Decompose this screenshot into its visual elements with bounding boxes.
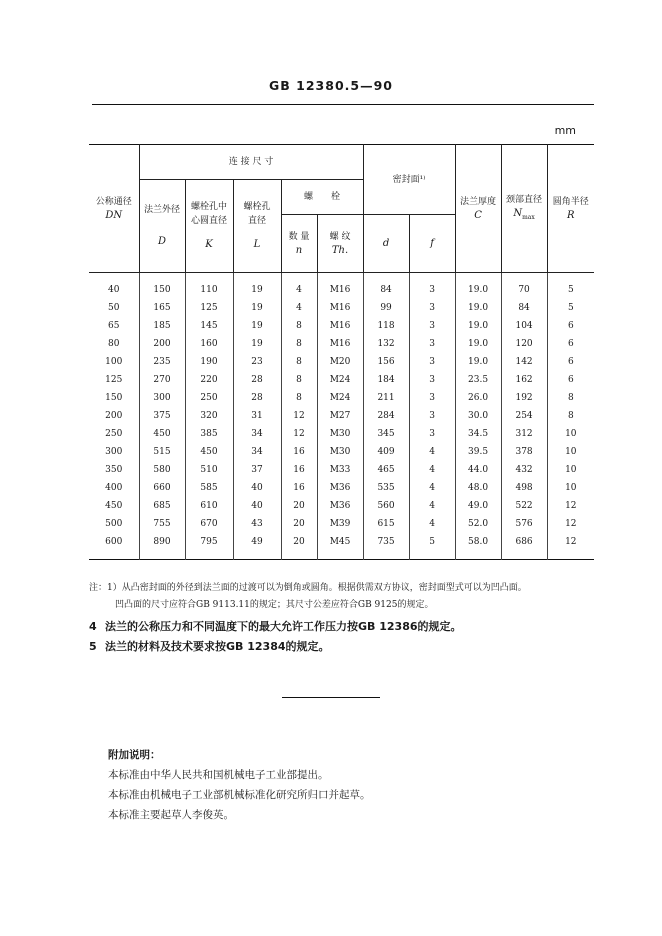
table-cell: 235 (139, 353, 185, 371)
table-row (89, 461, 594, 479)
clause-4: 4 法兰的公称压力和不同温度下的最大允许工作压力按GB 12386的规定。 (89, 620, 462, 633)
table-row (89, 533, 594, 560)
table-cell: M30 (317, 425, 363, 443)
table-cell: 610 (185, 497, 233, 515)
table-cell: 8 (281, 353, 317, 371)
table-cell: 44.0 (455, 461, 501, 479)
table-cell: 409 (363, 443, 409, 461)
table-cell: 670 (185, 515, 233, 533)
header-flange-thickness: 法兰厚度 C (455, 145, 501, 273)
table-cell: 19 (233, 317, 281, 335)
unit-label: mm (554, 124, 576, 137)
table-cell: 150 (105, 393, 123, 403)
table-cell: 20 (281, 497, 317, 515)
table-cell: 515 (139, 443, 185, 461)
table-cell: 19.0 (455, 353, 501, 371)
table-cell: 23 (233, 353, 281, 371)
table-cell: 3 (409, 317, 455, 335)
table-cell: 184 (363, 371, 409, 389)
table-row (89, 317, 594, 335)
additional-notes (108, 745, 371, 825)
table-cell: 190 (185, 353, 233, 371)
table-cell: 378 (501, 443, 547, 461)
table-row (89, 479, 594, 497)
table-cell: 12 (281, 425, 317, 443)
table-cell: 4 (281, 273, 317, 300)
table-cell: 16 (281, 443, 317, 461)
table-cell: 4 (409, 515, 455, 533)
table-cell: 3 (409, 389, 455, 407)
table-cell: 385 (185, 425, 233, 443)
header-bolt-quantity: 数 量 n (281, 215, 317, 273)
table-cell: 615 (363, 515, 409, 533)
table-cell: 12 (547, 533, 594, 560)
table-cell: 5 (547, 273, 594, 300)
table-cell: 4 (281, 299, 317, 317)
table-cell: 19 (233, 335, 281, 353)
table-cell: 3 (409, 425, 455, 443)
table-cell: M24 (317, 389, 363, 407)
table-cell: 560 (363, 497, 409, 515)
table-cell: 320 (185, 407, 233, 425)
table-cell: 162 (501, 371, 547, 389)
table-cell: 156 (363, 353, 409, 371)
table-cell: M27 (317, 407, 363, 425)
table-cell: 8 (547, 407, 594, 425)
table-cell: 19 (233, 299, 281, 317)
table-cell: 4 (409, 497, 455, 515)
table-cell: 58.0 (455, 533, 501, 560)
additional-note-line: 本标准由中华人民共和国机械电子工业部提出。 (108, 769, 329, 781)
table-cell: 110 (185, 273, 233, 300)
table-cell: 685 (139, 497, 185, 515)
table-cell: 345 (363, 425, 409, 443)
table-cell: 49.0 (455, 497, 501, 515)
header-bolt-circle: 螺栓孔中 心圆直径 K (185, 180, 233, 273)
table-cell: 12 (547, 515, 594, 533)
table-cell: 6 (547, 335, 594, 353)
table-cell: 12 (547, 497, 594, 515)
table-cell: 450 (105, 501, 123, 511)
table-cell: 10 (547, 461, 594, 479)
table-cell: 300 (105, 447, 123, 457)
table-cell: 8 (281, 371, 317, 389)
table-row (89, 353, 594, 371)
header-seal-f: f (409, 215, 455, 273)
table-cell: 19.0 (455, 317, 501, 335)
table-cell: 5 (409, 533, 455, 560)
header-dn: 公称通径 DN (89, 145, 139, 273)
table-cell: 30.0 (455, 407, 501, 425)
table-cell: 600 (105, 537, 123, 547)
table-cell: 500 (105, 519, 123, 529)
table-row (89, 425, 594, 443)
header-bolt-thread: 螺 纹 Th. (317, 215, 363, 273)
table-cell: 3 (409, 273, 455, 300)
table-cell: 40 (108, 285, 120, 295)
clause-5: 5 法兰的材料及技术要求按GB 12384的规定。 (89, 640, 330, 653)
table-row (89, 389, 594, 407)
table-cell: M16 (317, 273, 363, 300)
table-row (89, 497, 594, 515)
table-cell: M24 (317, 371, 363, 389)
table-cell: 192 (501, 389, 547, 407)
table-cell: 16 (281, 461, 317, 479)
table-row (89, 515, 594, 533)
table-cell: M16 (317, 299, 363, 317)
standard-number-header: GB 12380.5—90 (269, 78, 393, 93)
table-cell: 40 (233, 479, 281, 497)
table-cell: 52.0 (455, 515, 501, 533)
table-cell: 49 (233, 533, 281, 560)
table-cell: 755 (139, 515, 185, 533)
section-divider (282, 697, 380, 698)
table-cell: M16 (317, 335, 363, 353)
table-row (89, 335, 594, 353)
table-cell: 576 (501, 515, 547, 533)
table-cell: M33 (317, 461, 363, 479)
table-cell: 26.0 (455, 389, 501, 407)
table-cell: 120 (501, 335, 547, 353)
table-cell: 8 (281, 389, 317, 407)
table-cell: 50 (108, 303, 120, 313)
table-cell: 375 (139, 407, 185, 425)
table-cell: 125 (185, 299, 233, 317)
footnote-line-1: 注：1）从凸密封面的外径到法兰面的过渡可以为倒角或圆角。根据供需双方协议，密封面型式可以为凹凸面。 (89, 583, 527, 593)
table-cell: M20 (317, 353, 363, 371)
table-cell: 3 (409, 407, 455, 425)
header-seal-group: 密封面¹⁾ (363, 145, 455, 215)
flange-dimension-table (89, 144, 594, 560)
table-cell: 3 (409, 353, 455, 371)
table-row (89, 407, 594, 425)
table-cell: 6 (547, 371, 594, 389)
table-row (89, 371, 594, 389)
additional-note-line: 本标准主要起草人李俊英。 (108, 809, 234, 821)
table-cell: 19 (233, 273, 281, 300)
table-cell: 510 (185, 461, 233, 479)
table-cell: 99 (363, 299, 409, 317)
table-cell: 284 (363, 407, 409, 425)
table-cell: 100 (105, 357, 123, 367)
table-cell: 795 (185, 533, 233, 560)
table-cell: 160 (185, 335, 233, 353)
table-cell: 3 (409, 371, 455, 389)
table-row (89, 273, 594, 300)
table-cell: 211 (363, 389, 409, 407)
table-cell: 350 (105, 465, 123, 475)
table-cell: 890 (139, 533, 185, 560)
table-row (89, 299, 594, 317)
table-cell: 10 (547, 479, 594, 497)
table-cell: 12 (281, 407, 317, 425)
table-cell: M45 (317, 533, 363, 560)
table-cell: 3 (409, 335, 455, 353)
header-neck-diameter: 颈部直径 $N_{max}$ (501, 145, 547, 273)
table-cell: M39 (317, 515, 363, 533)
table-cell: 200 (139, 335, 185, 353)
table-cell: 535 (363, 479, 409, 497)
additional-notes-title: 附加说明： (108, 749, 161, 761)
table-cell: 37 (233, 461, 281, 479)
header-rule (92, 104, 594, 105)
table-cell: 300 (139, 389, 185, 407)
table-cell: 142 (501, 353, 547, 371)
table-cell: 200 (105, 411, 123, 421)
table-cell: 65 (108, 321, 120, 331)
table-cell: 132 (363, 335, 409, 353)
table-cell: 185 (139, 317, 185, 335)
header-outer-diameter: 法兰外径 D (139, 180, 185, 273)
table-cell: 585 (185, 479, 233, 497)
table-cell: 8 (547, 389, 594, 407)
additional-note-line: 本标准由机械电子工业部机械标准化研究所归口并起草。 (108, 789, 371, 801)
footnote-line-2: 凹凸面的尺寸应符合GB 9113.11的规定；其尺寸公差应符合GB 9125的规定。 (115, 600, 434, 610)
table-cell: 70 (501, 273, 547, 300)
table-cell: 498 (501, 479, 547, 497)
table-cell: 165 (139, 299, 185, 317)
table-cell: 20 (281, 533, 317, 560)
table-cell: 660 (139, 479, 185, 497)
table-cell: 250 (185, 389, 233, 407)
table-cell: M16 (317, 317, 363, 335)
table-row (89, 443, 594, 461)
table-cell: 220 (185, 371, 233, 389)
table-cell: M36 (317, 479, 363, 497)
table-cell: 686 (501, 533, 547, 560)
table-cell: 250 (105, 429, 123, 439)
table-cell: 270 (139, 371, 185, 389)
table-cell: 34 (233, 443, 281, 461)
table-cell: 31 (233, 407, 281, 425)
table-cell: 465 (363, 461, 409, 479)
table-cell: M30 (317, 443, 363, 461)
header-bolt-hole: 螺栓孔 直径 L (233, 180, 281, 273)
table-cell: 16 (281, 479, 317, 497)
table-cell: 3 (409, 299, 455, 317)
table-cell: 34 (233, 425, 281, 443)
table-cell: 4 (409, 479, 455, 497)
table-cell: 20 (281, 515, 317, 533)
table-cell: 19.0 (455, 335, 501, 353)
table-cell: 48.0 (455, 479, 501, 497)
table-cell: 28 (233, 389, 281, 407)
table-cell: 43 (233, 515, 281, 533)
table-body (89, 273, 594, 560)
table-cell: 6 (547, 317, 594, 335)
table-cell: 4 (409, 461, 455, 479)
table-cell: 19.0 (455, 299, 501, 317)
table-cell: 8 (281, 335, 317, 353)
table-cell: 145 (185, 317, 233, 335)
table-cell: 28 (233, 371, 281, 389)
table-cell: 432 (501, 461, 547, 479)
table-cell: 312 (501, 425, 547, 443)
header-connection-group: 连 接 尺 寸 (139, 145, 363, 180)
table-cell: 19.0 (455, 273, 501, 300)
table-cell: 84 (363, 273, 409, 300)
table-cell: 104 (501, 317, 547, 335)
table-cell: 118 (363, 317, 409, 335)
header-seal-d: d (363, 215, 409, 273)
table-cell: 84 (501, 299, 547, 317)
table-cell: 23.5 (455, 371, 501, 389)
table-cell: 522 (501, 497, 547, 515)
table-cell: 10 (547, 443, 594, 461)
table-cell: 5 (547, 299, 594, 317)
table-cell: 735 (363, 533, 409, 560)
table-cell: 34.5 (455, 425, 501, 443)
table-cell: 39.5 (455, 443, 501, 461)
table-cell: 580 (139, 461, 185, 479)
table-cell: 450 (139, 425, 185, 443)
table-cell: 450 (185, 443, 233, 461)
table-footnote (89, 580, 594, 614)
table-cell: 8 (281, 317, 317, 335)
table-cell: 40 (233, 497, 281, 515)
table-cell: M36 (317, 497, 363, 515)
header-fillet-radius: 圆角半径 R (547, 145, 594, 273)
table-cell: 125 (105, 375, 123, 385)
table-cell: 80 (108, 339, 120, 349)
header-bolt-group: 螺 栓 (281, 180, 363, 215)
table-cell: 150 (139, 273, 185, 300)
table-cell: 254 (501, 407, 547, 425)
table-cell: 4 (409, 443, 455, 461)
table-cell: 6 (547, 353, 594, 371)
table-cell: 10 (547, 425, 594, 443)
table-cell: 400 (105, 483, 123, 493)
